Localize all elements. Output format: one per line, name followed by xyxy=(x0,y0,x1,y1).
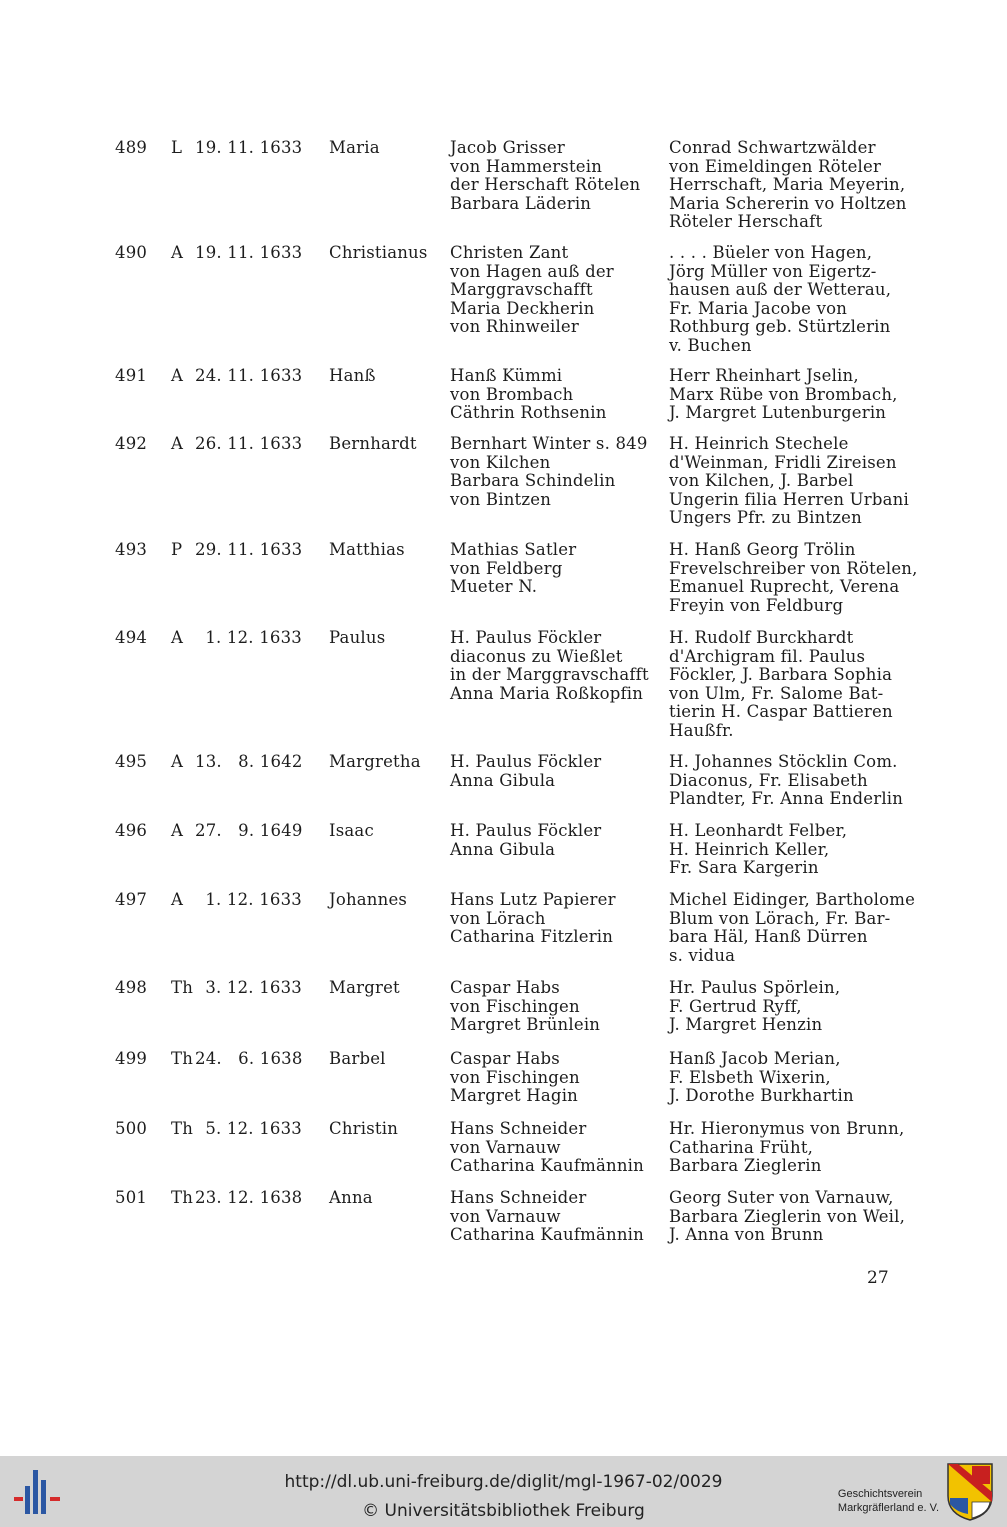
godparents-line: Michel Eidinger, Bartholome xyxy=(669,890,916,909)
entry-date: 26. 11. 1633 xyxy=(195,434,303,453)
entry-denomination: A xyxy=(171,434,184,453)
entry-date: 24. 11. 1633 xyxy=(195,366,303,385)
godparents-line: . . . . Büeler von Hagen, xyxy=(669,243,873,262)
godparents-line: Conrad Schwartzwälder xyxy=(669,138,876,157)
entry-parents xyxy=(450,367,660,423)
parents-line: Margret Hagin xyxy=(450,1086,579,1106)
godparents-line: Freyin von Feldburg xyxy=(669,595,844,615)
coat-of-arms-icon xyxy=(946,1462,994,1522)
parents-line: Anna Gibula xyxy=(450,770,556,790)
entry-number: 499 xyxy=(115,1049,148,1068)
parents-line: von Fischingen xyxy=(450,996,580,1016)
godparents-line: Barbara Zieglerin xyxy=(669,1156,822,1176)
parents-line: Catharina Fitzlerin xyxy=(450,927,614,947)
entry-parents xyxy=(450,1120,660,1176)
parents-line: Cäthrin Rothsenin xyxy=(450,403,607,423)
entry-denomination: A xyxy=(171,366,184,385)
godparents-line: Catharina Früht, xyxy=(669,1137,814,1157)
parents-line: Hans Schneider xyxy=(450,1188,587,1207)
parents-line: Marggravschafft xyxy=(450,280,593,300)
society-line-1: Geschichtsverein xyxy=(837,1488,923,1500)
entry-number: 500 xyxy=(115,1119,148,1138)
entry-child-name: Anna xyxy=(329,1188,373,1207)
entry-parents xyxy=(450,629,660,703)
parents-line: von Feldberg xyxy=(450,558,563,578)
entry-denomination: A xyxy=(171,890,184,909)
footer-copyright: © Universitätsbibliothek Freiburg xyxy=(362,1501,645,1521)
godparents-line: Ungerin filia Herren Urbani xyxy=(669,489,909,509)
entry-godparents xyxy=(669,367,899,423)
entry-number: 497 xyxy=(115,890,148,909)
parents-line: Christen Zant xyxy=(450,243,569,262)
parents-line: H. Paulus Föckler xyxy=(450,821,602,840)
entry-parents xyxy=(450,891,660,947)
parents-line: von Varnauw xyxy=(450,1137,561,1157)
parents-line: Catharina Kaufmännin xyxy=(450,1156,644,1176)
parents-line: diaconus zu Wießlet xyxy=(450,646,623,666)
godparents-line: Plandter, Fr. Anna Enderlin xyxy=(669,789,904,809)
godparents-line: J. Margret Lutenburgerin xyxy=(669,403,887,423)
entry-date: 1. 12. 1633 xyxy=(205,628,302,647)
footer-bar xyxy=(0,1456,1007,1527)
godparents-line: Föckler, J. Barbara Sophia xyxy=(669,665,893,685)
godparents-line: J. Anna von Brunn xyxy=(669,1225,824,1245)
entry-denomination: A xyxy=(171,628,184,647)
parents-line: Mueter N. xyxy=(450,577,538,597)
entry-number: 491 xyxy=(115,366,148,385)
entry-denomination: Th xyxy=(171,1188,194,1207)
entry-child-name: Maria xyxy=(329,138,380,157)
godparents-line: Jörg Müller von Eigertz- xyxy=(669,261,877,281)
entry-child-name: Johannes xyxy=(329,890,408,909)
godparents-line: tierin H. Caspar Battieren xyxy=(669,702,893,722)
parents-line: Caspar Habs xyxy=(450,978,560,997)
entry-date: 1. 12. 1633 xyxy=(205,890,302,909)
parents-line: Hans Schneider xyxy=(450,1119,587,1138)
entry-denomination: A xyxy=(171,821,184,840)
entry-date: 29. 11. 1633 xyxy=(195,540,303,559)
entry-godparents xyxy=(669,822,899,878)
godparents-line: F. Elsbeth Wixerin, xyxy=(669,1067,831,1087)
page-number: 27 xyxy=(867,1268,889,1288)
parents-line: von Fischingen xyxy=(450,1067,580,1087)
parents-line: der Herschaft Rötelen xyxy=(450,175,641,195)
entry-number: 495 xyxy=(115,752,148,771)
godparents-line: Ungers Pfr. zu Bintzen xyxy=(669,508,862,528)
godparents-line: Hr. Paulus Spörlein, xyxy=(669,978,841,997)
entry-denomination: A xyxy=(171,243,184,262)
parents-line: Hanß Kümmi xyxy=(450,366,563,385)
parents-line: Jacob Grisser xyxy=(450,138,565,157)
entry-date: 3. 12. 1633 xyxy=(205,978,302,997)
godparents-line: von Ulm, Fr. Salome Bat- xyxy=(669,683,884,703)
entry-parents xyxy=(450,435,660,509)
parents-line: Maria Deckherin xyxy=(450,298,595,318)
entry-date: 24. 6. 1638 xyxy=(195,1049,303,1068)
godparents-line: Hanß Jacob Merian, xyxy=(669,1049,841,1068)
godparents-line: Rothburg geb. Stürtzlerin xyxy=(669,317,891,337)
parents-line: Hans Lutz Papierer xyxy=(450,890,616,909)
entry-godparents xyxy=(669,138,907,232)
godparents-line: Röteler Herschaft xyxy=(669,212,823,232)
parents-line: von Hammerstein xyxy=(450,156,603,176)
entry-date: 5. 12. 1633 xyxy=(205,1119,302,1138)
footer-url-link[interactable]: http://dl.ub.uni-freiburg.de/diglit/mgl-1967-02/0029 xyxy=(284,1472,723,1492)
entry-date: 23. 12. 1638 xyxy=(195,1188,303,1207)
society-name xyxy=(838,1487,939,1515)
entry-child-name: Hanß xyxy=(329,366,376,385)
entry-number: 498 xyxy=(115,978,148,997)
parents-line: Mathias Satler xyxy=(450,540,577,559)
entry-godparents xyxy=(669,752,904,809)
entry-child-name: Matthias xyxy=(329,540,405,559)
entry-number: 490 xyxy=(115,243,148,262)
entry-number: 494 xyxy=(115,628,148,647)
entry-child-name: Isaac xyxy=(329,821,374,840)
godparents-line: Herrschaft, Maria Meyerin, xyxy=(669,175,906,195)
godparents-line: Georg Suter von Varnauw, xyxy=(669,1188,894,1207)
godparents-line: v. Buchen xyxy=(669,335,752,355)
parents-line: Anna Maria Roßkopfin xyxy=(450,683,644,703)
entry-parents xyxy=(450,822,660,859)
entry-denomination: Th xyxy=(171,978,194,997)
godparents-line: Marx Rübe von Brombach, xyxy=(669,384,898,404)
godparents-line: J. Dorothe Burkhartin xyxy=(669,1086,854,1106)
entry-godparents xyxy=(669,1119,905,1176)
entry-child-name: Christin xyxy=(329,1119,399,1138)
parents-line: H. Paulus Föckler xyxy=(450,628,602,647)
parents-line: Barbara Schindelin xyxy=(450,471,616,491)
entry-parents xyxy=(450,139,660,213)
parents-line: H. Paulus Föckler xyxy=(450,752,602,771)
parents-line: Bernhart Winter s. 849 xyxy=(450,434,648,453)
entry-godparents xyxy=(669,434,909,528)
entry-parents xyxy=(450,541,660,597)
entry-number: 496 xyxy=(115,821,148,840)
entry-parents xyxy=(450,1050,660,1106)
godparents-line: Hr. Hieronymus von Brunn, xyxy=(669,1119,905,1138)
entry-child-name: Paulus xyxy=(329,628,386,647)
parents-line: Catharina Kaufmännin xyxy=(450,1225,644,1245)
parents-line: von Bintzen xyxy=(450,489,552,509)
parents-line: Margret Brünlein xyxy=(450,1015,601,1035)
godparents-line: H. Hanß Georg Trölin xyxy=(669,540,856,559)
entry-godparents xyxy=(669,540,918,615)
godparents-line: J. Margret Henzin xyxy=(669,1015,823,1035)
entry-godparents xyxy=(669,890,916,965)
godparents-line: Maria Schererin vo Holtzen xyxy=(669,193,907,213)
parents-line: in der Marggravschafft xyxy=(450,665,649,685)
entry-date: 27. 9. 1649 xyxy=(195,821,303,840)
godparents-line: H. Heinrich Keller, xyxy=(669,839,830,859)
entry-number: 492 xyxy=(115,434,148,453)
godparents-line: von Eimeldingen Röteler xyxy=(669,156,882,176)
godparents-line: Herr Rheinhart Jselin, xyxy=(669,366,859,385)
entry-number: 501 xyxy=(115,1188,148,1207)
godparents-line: H. Rudolf Burckhardt xyxy=(669,628,854,647)
entry-number: 489 xyxy=(115,138,148,157)
godparents-line: Haußfr. xyxy=(669,720,734,740)
entry-denomination: Th xyxy=(171,1119,194,1138)
entry-child-name: Margretha xyxy=(329,752,421,771)
entry-godparents xyxy=(669,1188,906,1245)
godparents-line: H. Leonhardt Felber, xyxy=(669,821,848,840)
entry-denomination: P xyxy=(171,540,183,559)
entry-denomination: A xyxy=(171,752,184,771)
entry-child-name: Bernhardt xyxy=(329,434,417,453)
parents-line: Anna Gibula xyxy=(450,839,556,859)
parents-line: von Brombach xyxy=(450,384,574,404)
godparents-line: d'Archigram fil. Paulus xyxy=(669,646,866,666)
entry-godparents xyxy=(669,979,899,1035)
godparents-line: F. Gertrud Ryff, xyxy=(669,996,802,1016)
parents-line: von Kilchen xyxy=(450,452,551,472)
entry-parents xyxy=(450,979,660,1035)
godparents-line: Blum von Lörach, Fr. Bar- xyxy=(669,908,891,928)
godparents-line: bara Häl, Hanß Dürren xyxy=(669,927,868,947)
entry-godparents xyxy=(669,244,899,356)
entry-parents xyxy=(450,753,660,790)
godparents-line: Barbara Zieglerin von Weil, xyxy=(669,1206,906,1226)
entry-date: 19. 11. 1633 xyxy=(195,138,303,157)
godparents-line: H. Johannes Stöcklin Com. xyxy=(669,752,898,771)
parents-line: von Lörach xyxy=(450,908,546,928)
entry-denomination: Th xyxy=(171,1049,194,1068)
entry-parents xyxy=(450,1189,660,1245)
society-line-2: Markgräflerland e. V. xyxy=(837,1502,939,1514)
entry-number: 493 xyxy=(115,540,148,559)
godparents-line: s. vidua xyxy=(669,945,736,965)
entry-denomination: L xyxy=(171,138,183,157)
parents-line: von Varnauw xyxy=(450,1206,561,1226)
godparents-line: hausen auß der Wetterau, xyxy=(669,280,892,300)
godparents-line: Emanuel Ruprecht, Verena xyxy=(669,577,900,597)
godparents-line: Frevelschreiber von Rötelen, xyxy=(669,558,918,578)
parents-line: von Rhinweiler xyxy=(450,317,579,337)
entry-child-name: Barbel xyxy=(329,1049,386,1068)
entry-date: 13. 8. 1642 xyxy=(195,752,303,771)
entry-parents xyxy=(450,244,660,337)
entry-date: 19. 11. 1633 xyxy=(195,243,303,262)
godparents-line: d'Weinman, Fridli Zireisen xyxy=(669,452,897,472)
parents-line: Caspar Habs xyxy=(450,1049,560,1068)
parents-line: Barbara Läderin xyxy=(450,193,592,213)
entry-godparents xyxy=(669,629,899,741)
godparents-line: von Kilchen, J. Barbel xyxy=(669,471,854,491)
godparents-line: Fr. Sara Kargerin xyxy=(669,858,819,878)
entry-godparents xyxy=(669,1050,899,1106)
parents-line: von Hagen auß der xyxy=(450,261,614,281)
godparents-line: Diaconus, Fr. Elisabeth xyxy=(669,770,868,790)
entry-child-name: Christianus xyxy=(329,243,428,262)
godparents-line: H. Heinrich Stechele xyxy=(669,434,849,453)
godparents-line: Fr. Maria Jacobe von xyxy=(669,298,848,318)
entry-child-name: Margret xyxy=(329,978,400,997)
